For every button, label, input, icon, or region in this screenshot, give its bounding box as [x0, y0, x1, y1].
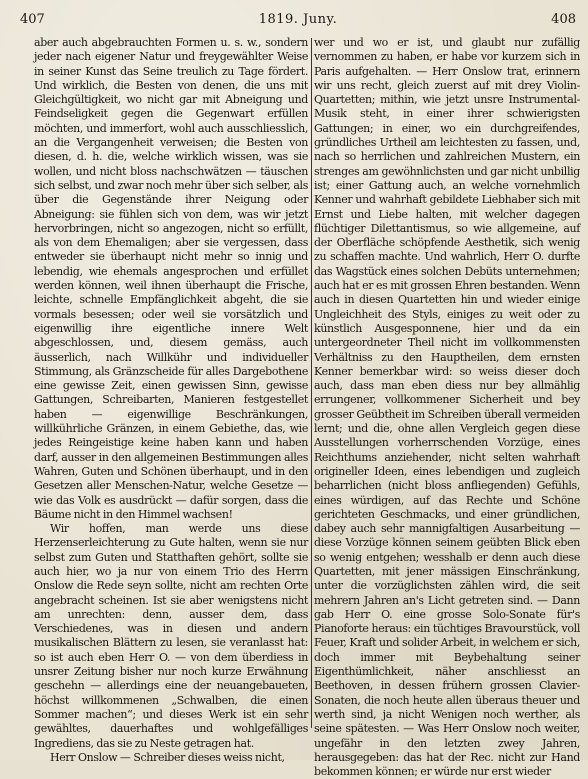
- running-head-date: 1819. Juny.: [258, 12, 338, 27]
- page-header: [20, 6, 576, 32]
- page-number-right: 408: [551, 12, 576, 27]
- left-paragraph-3: Herr Onslow — Schreiber dieses weiss nicht,: [50, 750, 285, 764]
- left-paragraph-1: aber auch abgebrauchten Formen u. s. w., sondern jeder nach eigener Natur und freygewählter Weise in seiner Kunst das Seine treulich zu Tage fördert. Und wirklich, die Besten von denen, die uns mit Gleichgültigkeit, wo nicht gar mit Abneigung und Feindseligkeit gegen die Gegenwart erfüllen möchten, und immerfort, wohl auch ausschliesslich, an die Vergangenheit verweisen; die Besten von diesen, d. h. die, welche wirklich wissen, was sie wollen, und nicht bloss nachschwätzen — täuschen sich selbst, und zwar noch mehr über sich selber, als über die Gegenstände ihrer Neigung oder Abneigung: sie fühlen sich von dem, was wir jetzt hervorbringen, nicht so angezogen, nicht so erfüllt, als von dem Ehemaligen; aber sie vergessen, dass entweder sie überhaupt nicht mehr so innig und lebendig, wie ehemals angesprochen und erfüllet werden können, weil ihnen überhaupt die Frische, leichte, schnelle Empfänglichkeit abgeht, die sie vormals besessen; oder weil sie vorsätzlich und eigenwillig ihre eigentliche innere Welt abgeschlossen, und, diesem gemäss, auch äusserlich, nach Willkühr und individueller Stimmung, als Gränzscheide für alles Dargebothene eine gewisse Zeit, einen gewissen Sinn, gewisse Gattungen, Schreibarten, Manieren festgestellet haben — eigenwillige Beschränkungen, willkührliche Gränzen, in einem Gebiethe, das, wie jedes Reingeistige keine haben kann und haben darf, ausser in den allgemeinen Bestimmungen alles Wahren, Guten und Schönen überhaupt, und in den Gesetzen aller Menschen-Natur, welche Gesetze — wie das Volk es ausdrückt — dafür sorgen, dass die Bäume nicht in den Himmel wachsen!: [34, 36, 308, 521]
- right-paragraph-1: wer und wo er ist, und glaubt nur zufällig vernommen zu haben, er habe vor kurzem sich in Paris aufgehalten. — Herr Onslow trat, erinnern wir uns recht, gleich zuerst auf mit drey Violin-Quartetten; mithin, wie jetzt unsre Instrumental-Musik steht, in einer ihrer schwierigsten Gattungen; in einer, wo ein durchgreifendes, gründliches Urtheil am leichtesten zu fassen, und, nach so herrlichen und zahlreichen Mustern, ein strenges am gewöhnlichsten und gar nicht unbillig ist; einer Gattung auch, an welche vornehmlich Kenner und wahrhaft gebildete Liebhaber sich mit Ernst und Liebe halten, mit welcher dagegen flüchtiger Dilettantismus, so wie allgemeine, auf der Oberfläche schöpfende Aesthetik, sich wenig zu schaffen machte. Und wahrlich, Herr O. durfte das Wagstück eines solchen Debüts unternehmen; auch hat er es mit grossen Ehren bestanden. Wenn auch in diesen Quartetten hin und wieder einige Ungleichheit des Styls, einiges zu weit oder zu künstlich Ausgesponnene, hier und da ein untergeordneter Theil nicht im vollkommensten Verhältniss zu den Hauptheilen, dem ernsten Kenner bemerkbar wird: so weiss dieser doch auch, dass man eben diess nur bey allmählig errungener, vollkommener Sicherheit und bey grosser Geübtheit im Schreiben überall vermeiden lernt; und die, ohne allen Vergleich gegen diese Ausstellungen vorherrschenden Vorzüge, eines Reichthums anziehender, nicht selten wahrhaft origineller Ideen, eines lebendigen und zugleich beharrlichen (nicht bloss anfliegenden) Gefühls, eines würdigen, auf das Rechte und Schöne gerichteten Geschmacks, und einer gründlichen, dabey auch sehr mannigfaltigen Ausarbeitung — diese Vorzüge können seinem geübten Blick eben so wenig entgehen; wesshalb er denn auch diese Quartetten, mit jener mässigen Einschränkung, unter die vorzüglichsten zählen wird, die seit mehrern Jahren an's Licht getreten sind. — Dann gab Herr O. eine grosse Solo-Sonate für's Pianoforte heraus: ein tüchtiges Bravourstück, voll Feuer, Kraft und solider Arbeit, in welchem er sich, doch immer mit Beybehaltung seiner Eigenthümlichkeit, näher anschliesst an Beethoven, in dessen frühern grossen Clavier-Sonaten, die noch heute allen überaus theuer und werth sind, ja nicht Wenigen noch werther, als seine spätesten. — Was Herr Onslow noch weiter, ungefähr in den letzten zwey Jahren, herausgegeben: das hat der Rec. nicht zur Hand bekommen können; er würde nur erst wieder: [314, 36, 580, 779]
- page-number-left: 407: [20, 12, 45, 27]
- column-divider: [311, 38, 312, 728]
- left-paragraph-2: Wir hoffen, man werde uns diese Herzenserleichterung zu Gute halten, wenn sie nur selbst zum Guten und Statthaften gehört, sollte sie auch hier, wo ja nur von einem Trio des Herrn Onslow die Rede seyn sollte, nicht am rechten Orte angebracht scheinen. Ist sie aber wenigstens nicht am unrechten: denn, ausser dem, dass Verschiedenes, was in diesen und andern musikalischen Blättern zu lesen, sie veranlasst hat: so ist auch eben Herr O. — von dem überdiess in unsrer Zeitung bisher nur noch kurze Erwähnung geschehn — allerdings eine der neuangebaueten, höchst willkommenen „Schwalben, die einen Sommer machen“; und dieses Werk ist ein sehr gewähltes, dauerhaftes und wohlgefälliges Ingrediens, das sie zu Neste getragen hat.: [34, 522, 308, 750]
- left-column: [34, 36, 308, 764]
- right-column: [314, 36, 580, 779]
